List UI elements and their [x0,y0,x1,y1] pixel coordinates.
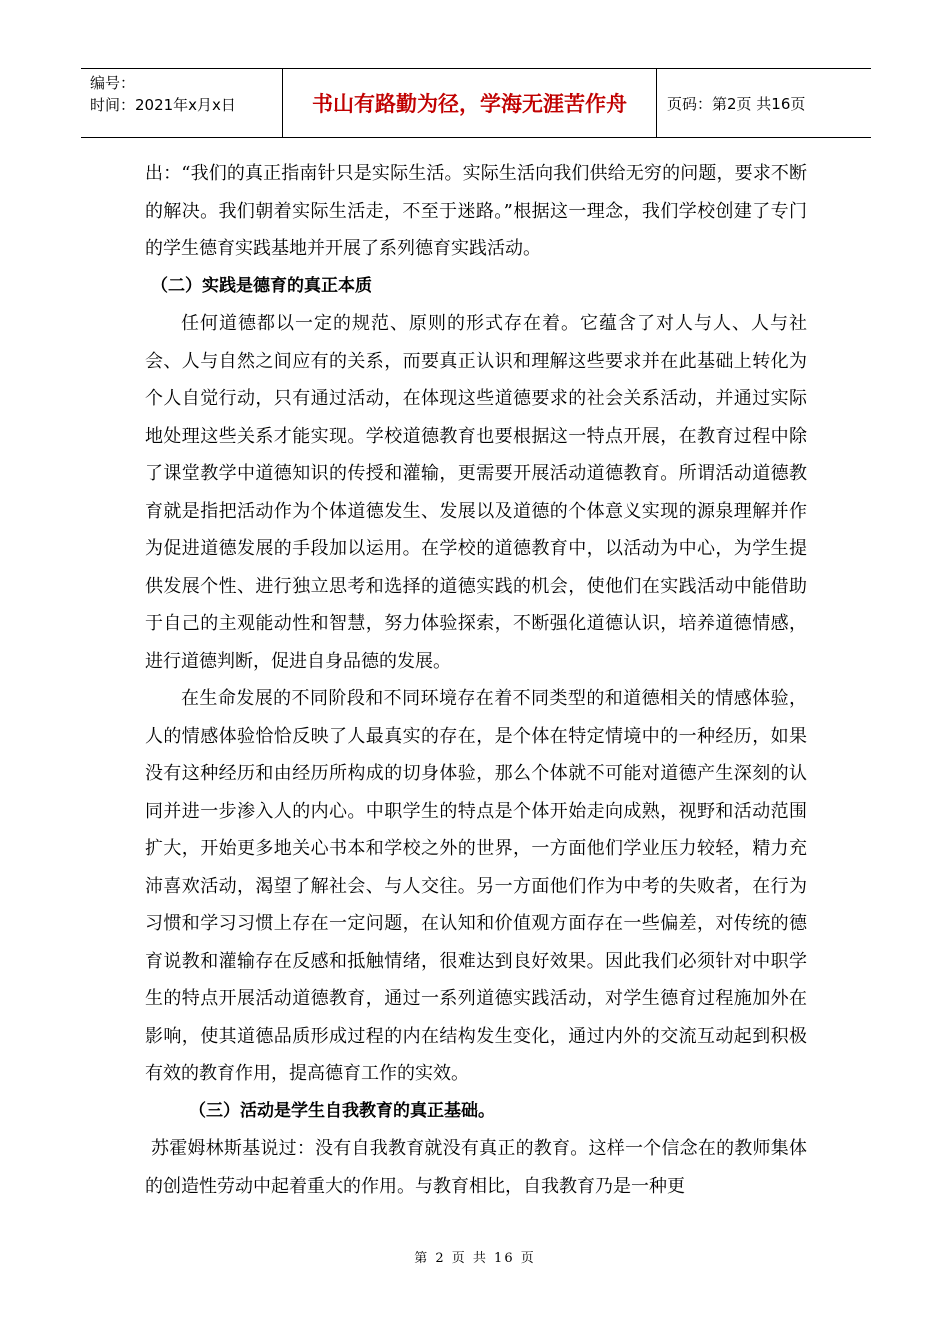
header-page-info: 页码：第2页 共16页 [667,94,806,113]
paragraph-3: 在生命发展的不同阶段和不同环境存在着不同类型的和道德相关的情感体验，人的情感体验恰恰反映了人最真实的存在，是个体在特定情境中的一种经历，如果没有这种经历和由经历所构成的切身体验，那么个体就不可能对道德产生深刻的认同并进一步渗入人的内心。中职学生的特点是个体开始走向成熟，视野和活动范围扩大，开始更多地关心书本和学校之外的世界，一方面他们学业压力较轻，精力充沛喜欢活动，渴望了解社会、与人交往。另一方面他们作为中考的失败者，在行为习惯和学习习惯上存在一定问题，在认知和价值观方面存在一些偏差，对传统的德育说教和灌输存在反感和抵触情绪，很难达到良好效果。因此我们必须针对中职学生的特点开展活动道德教育，通过一系列道德实践活动，对学生德育过程施加外在影响，使其道德品质形成过程的内在结构发生变化，通过内外的交流互动起到积极有效的教育作用，提高德育工作的实效。 [145,688,807,1084]
section-heading-2: （二）实践是德育的真正本质 [151,275,372,296]
paragraph-4: 苏霍姆林斯基说过：没有自我教育就没有真正的教育。这样一个信念在的教师集体的创造性劳动中起着重大的作用。与教育相比，自我教育乃是一种更 [145,1138,807,1197]
document-date-label: 时间：2021年x月x日 [90,96,236,114]
header-meta-cell [81,69,283,137]
document-header [81,68,871,138]
header-motto: 书山有路勤为径，学海无涯苦作舟 [283,69,657,137]
paragraph-2: 任何道德都以一定的规范、原则的形式存在着。它蕴含了对人与人、人与社会、人与自然之间应有的关系，而要真正认识和理解这些要求并在此基础上转化为个人自觉行动，只有通过活动，在体现这些道德要求的社会关系活动，并通过实际地处理这些关系才能实现。学校道德教育也要根据这一特点开展，在教育过程中除了课堂教学中道德知识的传授和灌输，更需要开展活动道德教育。所谓活动道德教育就是指把活动作为个体道德发生、发展以及道德的个体意义实现的源泉理解并作为促进道德发展的手段加以运用。在学校的道德教育中，以活动为中心，为学生提供发展个性、进行独立思考和选择的道德实践的机会，使他们在实践活动中能借助于自己的主观能动性和智慧，努力体验探索，不断强化道德认识，培养道德情感，进行道德判断，促进自身品德的发展。 [145,313,807,672]
section-heading-3: （三）活动是学生自我教育的真正基础。 [189,1100,495,1121]
document-body [145,155,807,1205]
page-footer: 第 2 页 共 16 页 [414,1251,536,1266]
paragraph-1: 出：“我们的真正指南针只是实际生活。实际生活向我们供给无穷的问题，要求不断的解决。我们朝着实际生活走，不至于迷路。”根据这一理念，我们学校创建了专门的学生德育实践基地并开展了系列德育实践活动。 [145,163,807,259]
document-number-label: 编号： [90,74,136,92]
